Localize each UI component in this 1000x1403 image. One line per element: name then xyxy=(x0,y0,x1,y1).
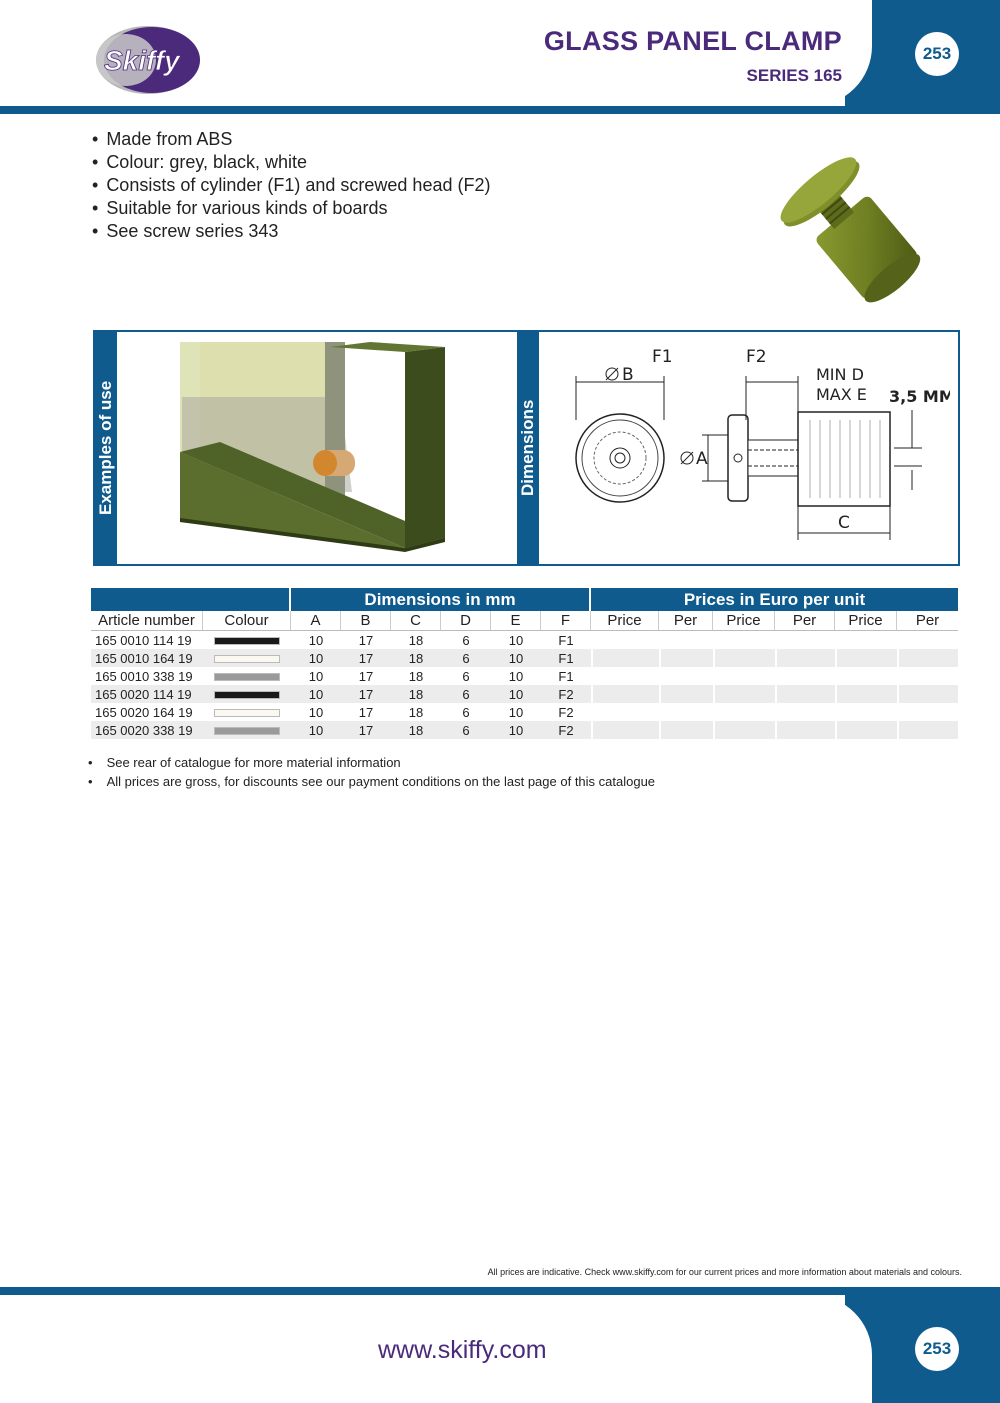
price-cell xyxy=(835,649,897,667)
page-number-top: 253 xyxy=(915,32,959,76)
dim-f-cell: F1 xyxy=(558,668,574,684)
table-row xyxy=(91,685,958,703)
label-thickness: 3,5 MM xyxy=(889,387,950,406)
dim-a-cell: 10 xyxy=(308,632,324,648)
table-group-header xyxy=(91,588,958,611)
dim-d-cell: 6 xyxy=(462,668,470,684)
colour-swatch xyxy=(214,727,280,735)
feature-item: • Suitable for various kinds of boards xyxy=(92,197,490,220)
colour-swatch xyxy=(214,691,280,699)
label-max-e: MAX E xyxy=(816,385,867,404)
article-number-cell: 165 0020 338 19 xyxy=(91,721,203,739)
price-cell xyxy=(659,685,713,703)
col-e: E xyxy=(491,611,541,631)
dim-d-cell: 6 xyxy=(441,721,491,739)
col-colour: Colour xyxy=(203,611,291,631)
colour-cell xyxy=(203,703,291,721)
skiffy-logo-icon xyxy=(92,22,204,100)
table-row xyxy=(91,649,958,667)
colour-cell xyxy=(203,649,291,667)
dim-b-cell: 17 xyxy=(341,721,391,739)
dim-d-cell: 6 xyxy=(462,704,470,720)
dimensions-group-header: Dimensions in mm xyxy=(291,588,591,611)
clamp-product-icon xyxy=(770,128,940,308)
colour-swatch xyxy=(214,709,280,717)
article-number-cell: 165 0010 114 19 xyxy=(95,632,192,648)
col-per-2: Per xyxy=(775,611,835,631)
dimension-drawing xyxy=(560,340,950,550)
usage-illustration xyxy=(180,342,450,554)
prices-group-header: Prices in Euro per unit xyxy=(591,588,958,611)
col-per-1: Per xyxy=(659,611,713,631)
article-number-cell: 165 0010 164 19 xyxy=(91,649,203,667)
label-a: A xyxy=(696,449,708,469)
article-number-cell: 165 0010 338 19 xyxy=(95,668,193,684)
table-row xyxy=(91,721,958,739)
dim-c-cell: 18 xyxy=(391,685,441,703)
price-cell xyxy=(897,631,958,649)
price-cell xyxy=(835,631,897,649)
dim-c-cell: 18 xyxy=(408,668,424,684)
price-cell xyxy=(775,721,835,739)
table-body xyxy=(91,631,958,739)
price-cell xyxy=(775,631,835,649)
article-number-cell: 165 0020 164 19 xyxy=(95,704,193,720)
col-price-2: Price xyxy=(713,611,775,631)
label-f2: F2 xyxy=(746,347,767,367)
feature-item: • Consists of cylinder (F1) and screwed head (F2) xyxy=(92,174,490,197)
col-b: B xyxy=(341,611,391,631)
website-link[interactable]: www.skiffy.com xyxy=(378,1336,547,1364)
price-cell xyxy=(591,649,659,667)
dim-c-cell: 18 xyxy=(391,721,441,739)
series-subtitle: SERIES 165 xyxy=(746,66,842,85)
price-cell xyxy=(591,703,659,721)
dim-b-cell: 17 xyxy=(358,632,374,648)
price-cell xyxy=(713,631,775,649)
feature-item: • Made from ABS xyxy=(92,128,490,151)
price-cell xyxy=(897,703,958,721)
dimensions-label: Dimensions xyxy=(517,332,539,564)
examples-of-use-label: Examples of use xyxy=(95,332,117,564)
page-title: GLASS PANEL CLAMP xyxy=(543,26,842,56)
price-cell xyxy=(897,649,958,667)
table-row xyxy=(91,667,958,685)
dim-c-cell: 18 xyxy=(391,649,441,667)
dim-a-cell: 10 xyxy=(291,685,341,703)
spec-table-wrap xyxy=(91,588,958,739)
technical-drawing-icon xyxy=(560,340,950,550)
col-per-3: Per xyxy=(897,611,958,631)
dim-a-cell: 10 xyxy=(308,704,324,720)
col-article-number: Article number xyxy=(91,611,203,631)
notes-list xyxy=(88,753,655,791)
price-cell xyxy=(897,685,958,703)
price-cell xyxy=(775,685,835,703)
dim-e-cell: 10 xyxy=(491,685,541,703)
footer-bar xyxy=(0,1287,1000,1295)
feature-item: • Colour: grey, black, white xyxy=(92,151,490,174)
price-cell xyxy=(835,721,897,739)
table-row xyxy=(91,631,958,649)
colour-swatch xyxy=(214,655,280,663)
price-cell xyxy=(835,703,897,721)
note-item: • All prices are gross, for discounts see our payment conditions on the last page of this catalogue xyxy=(88,772,655,791)
article-number-cell: 165 0020 114 19 xyxy=(91,685,203,703)
price-cell xyxy=(897,667,958,685)
colour-cell xyxy=(203,721,291,739)
price-cell xyxy=(713,667,775,685)
logo[interactable] xyxy=(92,22,204,100)
dim-d-cell: 6 xyxy=(441,649,491,667)
col-d: D xyxy=(441,611,491,631)
feature-list xyxy=(92,128,490,243)
price-cell xyxy=(897,721,958,739)
dim-f-cell: F1 xyxy=(558,632,574,648)
dim-a-cell: 10 xyxy=(291,721,341,739)
dim-a-cell: 10 xyxy=(291,649,341,667)
col-price-3: Price xyxy=(835,611,897,631)
dim-a-cell: 10 xyxy=(308,668,324,684)
label-c: C xyxy=(838,513,850,533)
price-cell xyxy=(591,721,659,739)
colour-cell xyxy=(203,685,291,703)
dim-d-cell: 6 xyxy=(462,632,470,648)
price-cell xyxy=(659,631,713,649)
dim-e-cell: 10 xyxy=(508,704,524,720)
dim-d-cell: 6 xyxy=(441,685,491,703)
svg-text:Skiffy: Skiffy xyxy=(104,45,180,76)
dim-e-cell: 10 xyxy=(491,649,541,667)
spec-table xyxy=(91,588,958,739)
label-b: B xyxy=(622,365,634,385)
col-c: C xyxy=(391,611,441,631)
label-f1: F1 xyxy=(652,347,673,367)
price-cell xyxy=(591,631,659,649)
price-cell xyxy=(659,703,713,721)
price-cell xyxy=(659,721,713,739)
col-a: A xyxy=(291,611,341,631)
dim-f-cell: F1 xyxy=(541,649,591,667)
dim-c-cell: 18 xyxy=(408,632,424,648)
price-cell xyxy=(713,649,775,667)
price-cell xyxy=(659,649,713,667)
price-cell xyxy=(775,667,835,685)
dim-c-cell: 18 xyxy=(408,704,424,720)
price-cell xyxy=(775,703,835,721)
price-cell xyxy=(713,721,775,739)
header-bar xyxy=(0,106,1000,114)
dim-f-cell: F2 xyxy=(558,704,574,720)
table-column-header xyxy=(91,611,958,631)
col-f: F xyxy=(541,611,591,631)
dim-b-cell: 17 xyxy=(358,704,374,720)
dim-b-cell: 17 xyxy=(341,685,391,703)
indicative-note: All prices are indicative. Check www.skiffy.com for our current prices and more information about materials and colours. xyxy=(487,1267,962,1277)
page-number-bottom: 253 xyxy=(915,1327,959,1371)
note-item: • See rear of catalogue for more material information xyxy=(88,753,655,772)
dim-e-cell: 10 xyxy=(491,721,541,739)
board-mount-icon xyxy=(180,342,450,554)
price-cell xyxy=(591,667,659,685)
colour-cell xyxy=(203,631,291,649)
price-cell xyxy=(591,685,659,703)
product-image xyxy=(770,128,940,308)
price-cell xyxy=(713,685,775,703)
price-cell xyxy=(775,649,835,667)
price-cell xyxy=(713,703,775,721)
price-cell xyxy=(659,667,713,685)
colour-swatch xyxy=(214,637,280,645)
dim-b-cell: 17 xyxy=(358,668,374,684)
dim-e-cell: 10 xyxy=(508,632,524,648)
price-cell xyxy=(835,667,897,685)
col-price-1: Price xyxy=(591,611,659,631)
dim-f-cell: F2 xyxy=(541,685,591,703)
dim-e-cell: 10 xyxy=(508,668,524,684)
dim-b-cell: 17 xyxy=(341,649,391,667)
dim-f-cell: F2 xyxy=(541,721,591,739)
price-cell xyxy=(835,685,897,703)
label-min-d: MIN D xyxy=(816,365,864,384)
colour-swatch xyxy=(214,673,280,681)
colour-cell xyxy=(203,667,291,685)
table-row xyxy=(91,703,958,721)
feature-item: • See screw series 343 xyxy=(92,220,490,243)
